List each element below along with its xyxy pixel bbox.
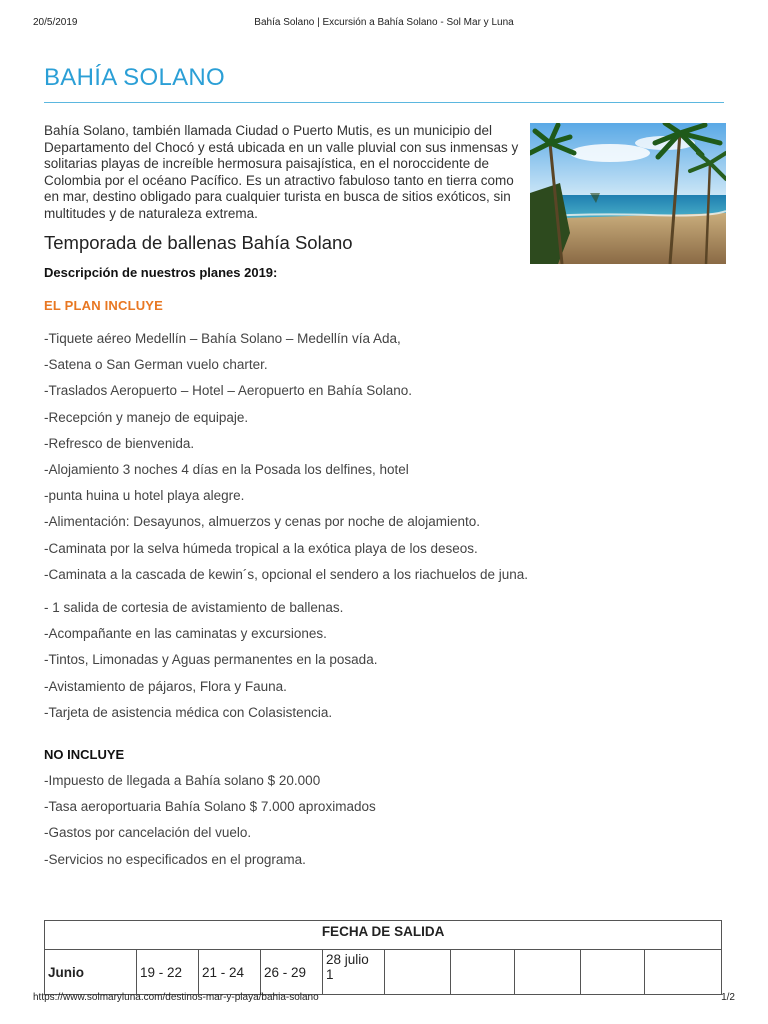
list-item: -Caminata a la cascada de kewin´s, opcional el sendero a los riachuelos de juna. xyxy=(44,566,529,582)
empty-cell xyxy=(581,950,645,995)
list-item: -Traslados Aeropuerto – Hotel – Aeropuerto en Bahía Solano. xyxy=(44,383,412,399)
list-item: -Refresco de bienvenida. xyxy=(44,435,195,451)
print-header xyxy=(0,17,768,31)
date-range-line: 1 xyxy=(326,967,334,982)
month-cell: Junio xyxy=(45,950,137,995)
list-item: -Caminata por la selva húmeda tropical a la exótica playa de los deseos. xyxy=(44,540,478,556)
list-item: -Tarjeta de asistencia médica con Colasistencia. xyxy=(44,704,333,720)
date-range-cell xyxy=(323,950,385,995)
includes-list xyxy=(44,331,528,593)
empty-cell xyxy=(385,950,451,995)
list-item: -Impuesto de llegada a Bahía solano $ 20.000 xyxy=(44,773,321,788)
date-range-cell: 26 - 29 xyxy=(261,950,323,995)
table-header: FECHA DE SALIDA xyxy=(45,921,722,950)
print-footer xyxy=(0,992,768,1006)
list-item: -Recepción y manejo de equipaje. xyxy=(44,409,249,425)
section-subtitle: Temporada de ballenas Bahía Solano xyxy=(44,232,353,253)
beach-photo xyxy=(530,123,726,264)
plans-heading: Descripción de nuestros planes 2019: xyxy=(44,265,278,280)
empty-cell xyxy=(645,950,722,995)
list-item: -Avistamiento de pájaros, Flora y Fauna. xyxy=(44,678,287,694)
table-row xyxy=(45,950,722,995)
list-item: -Acompañante en las caminatas y excursiones. xyxy=(44,626,327,642)
list-item: -Gastos por cancelación del vuelo. xyxy=(44,825,252,841)
includes-heading: EL PLAN INCLUYE xyxy=(44,298,164,313)
excludes-heading: NO INCLUYE xyxy=(44,747,125,762)
list-item: -Alimentación: Desayunos, almuerzos y cenas por noche de alojamiento. xyxy=(44,514,480,530)
excludes-list xyxy=(44,773,376,878)
date-range-line: 28 julio xyxy=(326,952,369,967)
print-document-title: Bahía Solano | Excursión a Bahía Solano - Sol Mar y Luna xyxy=(254,17,514,28)
list-item: -Tintos, Limonadas y Aguas permanentes en la posada. xyxy=(44,652,378,668)
empty-cell xyxy=(451,950,515,995)
list-item: -Alojamiento 3 noches 4 días en la Posada los delfines, hotel xyxy=(44,461,409,477)
page-title: BAHÍA SOLANO xyxy=(44,64,724,103)
list-item: -Tasa aeroportuaria Bahía Solano $ 7.000 aproximados xyxy=(44,799,376,815)
page-url: https://www.solmaryluna.com/destinos-mar-y-playa/bahia-solano xyxy=(33,992,319,1003)
date-range-cell: 21 - 24 xyxy=(199,950,261,995)
list-item: -Tiquete aéreo Medellín – Bahía Solano – Medellín vía Ada, xyxy=(44,331,401,346)
list-item: -Servicios no especificados en el programa. xyxy=(44,851,306,867)
list-item: - 1 salida de cortesia de avistamiento de ballenas. xyxy=(44,600,344,615)
page-number: 1/2 xyxy=(721,992,735,1003)
intro-paragraph: Bahía Solano, también llamada Ciudad o Puerto Mutis, es un municipio del Departamento del Chocó y está ubicada en un valle pluvial con sus inmensas y solitarias playas de increíble hermosura paisajística, en el noroccidente de Colombia por el océano Pacífico. Es un atractivo fabuloso tanto en tierra como en mar, destino obligado para cualquier turista en busca de sitios exóticos, sin multitudes y de naturaleza extrema. xyxy=(44,123,519,221)
empty-cell xyxy=(515,950,581,995)
list-item: -Satena o San German vuelo charter. xyxy=(44,357,268,373)
departure-dates-table xyxy=(44,920,722,995)
print-date: 20/5/2019 xyxy=(33,17,78,28)
list-item: -punta huina u hotel playa alegre. xyxy=(44,488,245,504)
date-range-cell: 19 - 22 xyxy=(137,950,199,995)
includes-more-list xyxy=(44,600,377,731)
